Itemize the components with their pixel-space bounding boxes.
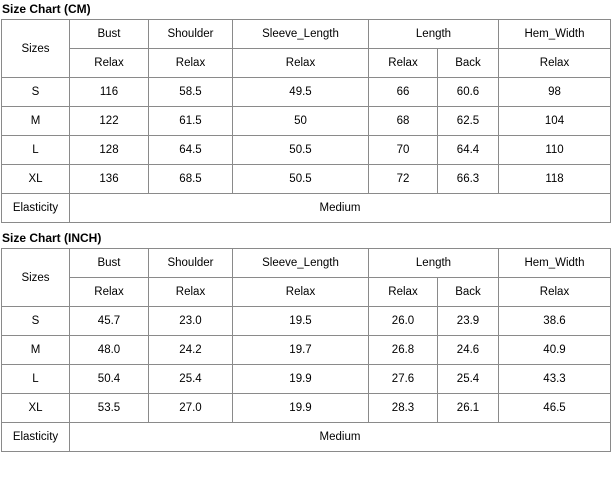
- cell-length-back: 62.5: [438, 107, 499, 136]
- cell-length-relax: 27.6: [369, 365, 438, 394]
- elasticity-label: Elasticity: [2, 423, 70, 452]
- cell-shoulder: 58.5: [149, 78, 233, 107]
- header-shoulder: Shoulder: [149, 249, 233, 278]
- cell-sleeve-length: 50: [233, 107, 369, 136]
- table-row: [2, 394, 611, 423]
- row-size-label: M: [2, 107, 70, 136]
- header-hem-width: Hem_Width: [499, 20, 611, 49]
- cell-shoulder: 61.5: [149, 107, 233, 136]
- cell-bust: 122: [70, 107, 149, 136]
- cell-sleeve-length: 49.5: [233, 78, 369, 107]
- elasticity-value: Medium: [70, 194, 611, 223]
- row-size-label: M: [2, 336, 70, 365]
- elasticity-label: Elasticity: [2, 194, 70, 223]
- cell-sleeve-length: 50.5: [233, 165, 369, 194]
- header-sleeve-length: Sleeve_Length: [233, 249, 369, 278]
- subheader-length-relax: Relax: [369, 49, 438, 78]
- row-size-label: L: [2, 365, 70, 394]
- table-row: [2, 307, 611, 336]
- row-size-label: XL: [2, 165, 70, 194]
- cell-length-back: 26.1: [438, 394, 499, 423]
- cell-shoulder: 64.5: [149, 136, 233, 165]
- size-chart-cm-table: [1, 19, 611, 223]
- header-sizes: Sizes: [2, 249, 70, 307]
- cell-bust: 136: [70, 165, 149, 194]
- elasticity-value: Medium: [70, 423, 611, 452]
- cell-length-back: 60.6: [438, 78, 499, 107]
- table-row: [2, 365, 611, 394]
- cell-length-relax: 68: [369, 107, 438, 136]
- cell-length-back: 64.4: [438, 136, 499, 165]
- subheader-length-back: Back: [438, 49, 499, 78]
- table-header-row: [2, 20, 611, 49]
- cell-hem-width: 46.5: [499, 394, 611, 423]
- header-hem-width: Hem_Width: [499, 249, 611, 278]
- table-footer-row: [2, 194, 611, 223]
- header-sleeve-length: Sleeve_Length: [233, 20, 369, 49]
- table-row: [2, 136, 611, 165]
- cell-shoulder: 23.0: [149, 307, 233, 336]
- cell-hem-width: 38.6: [499, 307, 611, 336]
- cell-length-relax: 26.8: [369, 336, 438, 365]
- cell-length-back: 23.9: [438, 307, 499, 336]
- subheader-bust-relax: Relax: [70, 278, 149, 307]
- table-footer-row: [2, 423, 611, 452]
- cell-sleeve-length: 19.9: [233, 365, 369, 394]
- subheader-shoulder-relax: Relax: [149, 49, 233, 78]
- row-size-label: XL: [2, 394, 70, 423]
- cell-sleeve-length: 19.9: [233, 394, 369, 423]
- subheader-sleeve-relax: Relax: [233, 278, 369, 307]
- table-row: [2, 336, 611, 365]
- row-size-label: S: [2, 78, 70, 107]
- cell-bust: 50.4: [70, 365, 149, 394]
- table-row: [2, 107, 611, 136]
- cell-shoulder: 68.5: [149, 165, 233, 194]
- cell-length-relax: 72: [369, 165, 438, 194]
- subheader-bust-relax: Relax: [70, 49, 149, 78]
- cell-length-relax: 70: [369, 136, 438, 165]
- cell-length-relax: 28.3: [369, 394, 438, 423]
- cell-length-relax: 26.0: [369, 307, 438, 336]
- header-bust: Bust: [70, 249, 149, 278]
- row-size-label: S: [2, 307, 70, 336]
- table-row: [2, 78, 611, 107]
- subheader-shoulder-relax: Relax: [149, 278, 233, 307]
- subheader-sleeve-relax: Relax: [233, 49, 369, 78]
- subheader-length-relax: Relax: [369, 278, 438, 307]
- row-size-label: L: [2, 136, 70, 165]
- header-length: Length: [369, 249, 499, 278]
- cell-hem-width: 40.9: [499, 336, 611, 365]
- size-chart-inch-title: Size Chart (INCH): [2, 231, 102, 245]
- cell-length-relax: 66: [369, 78, 438, 107]
- cell-length-back: 66.3: [438, 165, 499, 194]
- subheader-length-back: Back: [438, 278, 499, 307]
- header-shoulder: Shoulder: [149, 20, 233, 49]
- cell-hem-width: 104: [499, 107, 611, 136]
- cell-bust: 53.5: [70, 394, 149, 423]
- cell-bust: 128: [70, 136, 149, 165]
- cell-hem-width: 118: [499, 165, 611, 194]
- header-length: Length: [369, 20, 499, 49]
- cell-hem-width: 110: [499, 136, 611, 165]
- cell-sleeve-length: 19.7: [233, 336, 369, 365]
- table-subheader-row: [2, 278, 611, 307]
- table-row: [2, 165, 611, 194]
- cell-sleeve-length: 50.5: [233, 136, 369, 165]
- cell-shoulder: 27.0: [149, 394, 233, 423]
- cell-bust: 116: [70, 78, 149, 107]
- cell-length-back: 24.6: [438, 336, 499, 365]
- size-chart-cm-title: Size Chart (CM): [2, 2, 91, 16]
- cell-sleeve-length: 19.5: [233, 307, 369, 336]
- subheader-hem-relax: Relax: [499, 49, 611, 78]
- table-subheader-row: [2, 49, 611, 78]
- size-chart-inch-table: [1, 248, 611, 452]
- table-header-row: [2, 249, 611, 278]
- cell-shoulder: 25.4: [149, 365, 233, 394]
- cell-bust: 48.0: [70, 336, 149, 365]
- cell-hem-width: 43.3: [499, 365, 611, 394]
- subheader-hem-relax: Relax: [499, 278, 611, 307]
- header-sizes: Sizes: [2, 20, 70, 78]
- cell-length-back: 25.4: [438, 365, 499, 394]
- header-bust: Bust: [70, 20, 149, 49]
- cell-hem-width: 98: [499, 78, 611, 107]
- cell-bust: 45.7: [70, 307, 149, 336]
- cell-shoulder: 24.2: [149, 336, 233, 365]
